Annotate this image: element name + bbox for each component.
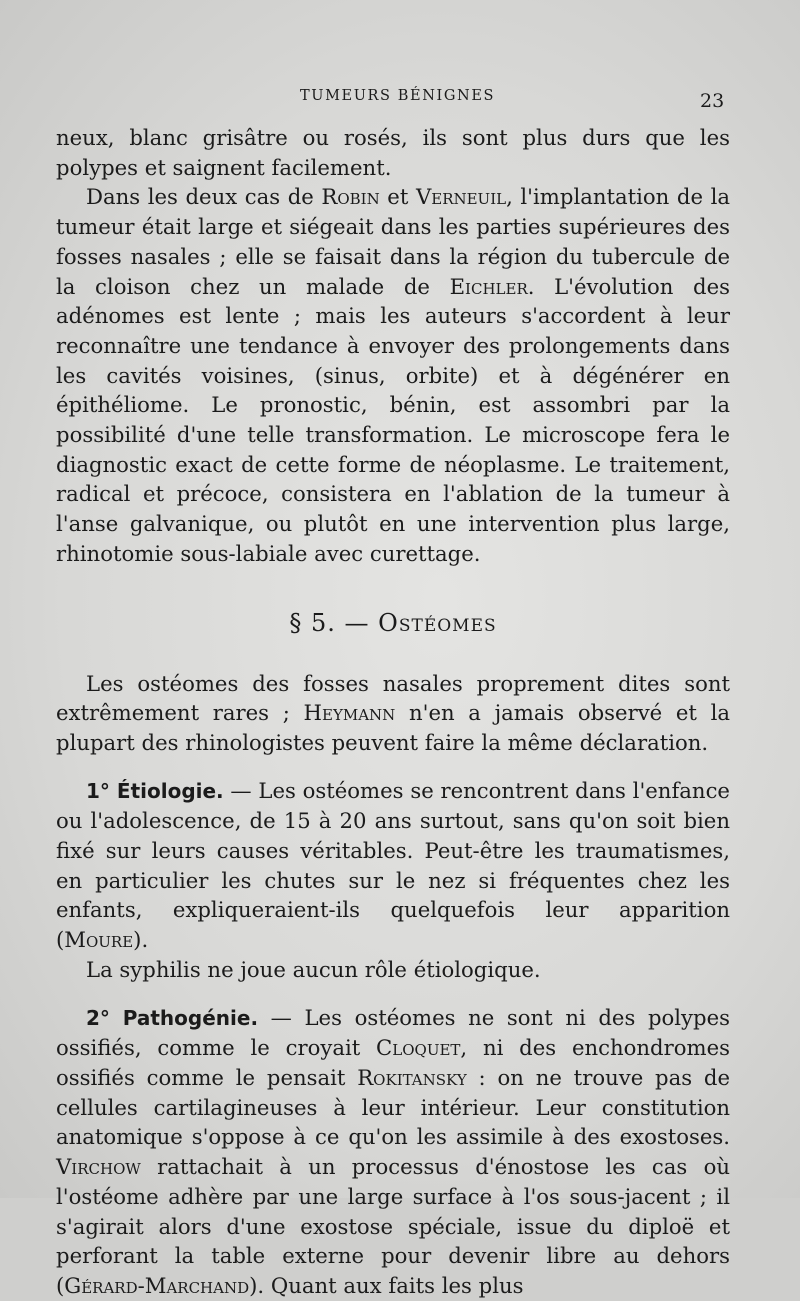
- author-virchow: Virchow: [56, 1154, 141, 1180]
- author-gerard-marchand: Gérard-Marchand: [64, 1272, 250, 1298]
- section-number: § 5.: [289, 608, 336, 637]
- author-heymann: Heymann: [303, 700, 396, 726]
- section-title: Ostéomes: [378, 608, 497, 637]
- page-header: [0, 88, 800, 112]
- paragraph-osteomes-intro: [56, 669, 730, 758]
- text-run: — Les ostéomes se rencontrent dans l'enfance ou l'adolescence, de 15 à 20 ans surtout, sans qu'on soit bien fixé sur leurs causes véritables. Peut-être les traumatismes, en particulier les chutes sur le nez si fréquentes chez les enfants, expliqueraient-ils quelquefois leur apparition (: [56, 777, 730, 953]
- text-run: n'en a jamais observé et la plupart des rhinologistes peuvent faire la même déclaration.: [56, 700, 730, 755]
- section-dash: —: [344, 608, 370, 637]
- text-run: , l'implantation de la tumeur était large et siégeait dans les parties supérieures des fosses nasales ; elle se faisait dans la région du tubercule de la cloison chez un malade de: [56, 184, 730, 299]
- author-verneuil: Verneuil: [415, 184, 507, 210]
- paragraph-pathogenie: [56, 1003, 730, 1301]
- section-heading: [56, 607, 730, 639]
- subheading-pathogenie: 2° Pathogénie.: [86, 1005, 259, 1030]
- text-run: ). Quant aux faits les plus: [249, 1272, 524, 1298]
- author-eichler: Eichler: [449, 273, 528, 299]
- text-run: ).: [133, 927, 149, 953]
- paragraph-syphilis: La syphilis ne joue aucun rôle étiologique.: [86, 956, 541, 982]
- text-run: Les ostéomes des fosses nasales proprement dites sont extrêmement rares ;: [56, 670, 730, 726]
- author-moure: Moure: [64, 927, 134, 953]
- author-rokitansky: Rokitansky: [357, 1064, 467, 1090]
- paragraph-adenomes: [56, 182, 730, 568]
- body-text: [56, 123, 730, 1301]
- subheading-etiologie: 1° Étiologie.: [86, 778, 224, 803]
- text-run: : on ne trouve pas de cellules cartilagineuses à leur intérieur. Leur constitution anatomique s'oppose à ce qu'on les assimile à des exostoses.: [56, 1064, 730, 1150]
- author-robin: Robin: [321, 184, 380, 210]
- text-run: Dans les deux cas de: [86, 184, 322, 210]
- text-run: et: [379, 184, 416, 210]
- running-title: TUMEURS BÉNIGNES: [300, 88, 496, 104]
- text-run: — Les ostéomes ne sont ni des polypes ossifiés, comme le croyait: [56, 1004, 731, 1061]
- text-run: rattachait à un processus d'énostose les cas où l'ostéome adhère par une large surface à l'os sous-jacent ; il s'agirait alors d'une exostose spéciale, issue du diploë et perforant la table externe pour devenir libre au dehors (: [56, 1154, 730, 1298]
- page-number: 23: [700, 90, 725, 112]
- text-run: . L'évolution des adénomes est lente ; mais les auteurs s'accordent à leur reconnaître une tendance à envoyer des prolongements dans les cavités voisines, (sinus, orbite) et à dégénérer en épithéliome. Le pronostic, bénin, est assombri par la possibilité d'une telle transformation. Le microscope fera le diagnostic exact de cette forme de néoplasme. Le traitement, radical et précoce, consistera en l'ablation de la tumeur à l'anse galvanique, ou plutôt en une intervention plus large, rhinotomie sous-labiale avec curettage.: [56, 273, 731, 566]
- author-cloquet: Cloquet: [376, 1035, 461, 1061]
- paragraph-continuation: neux, blanc grisâtre ou rosés, ils sont plus durs que les polypes et saignent facilement.: [56, 125, 730, 180]
- text-run: , ni des enchondromes ossifiés comme le pensait: [56, 1035, 730, 1090]
- paragraph-etiologie: [56, 776, 730, 955]
